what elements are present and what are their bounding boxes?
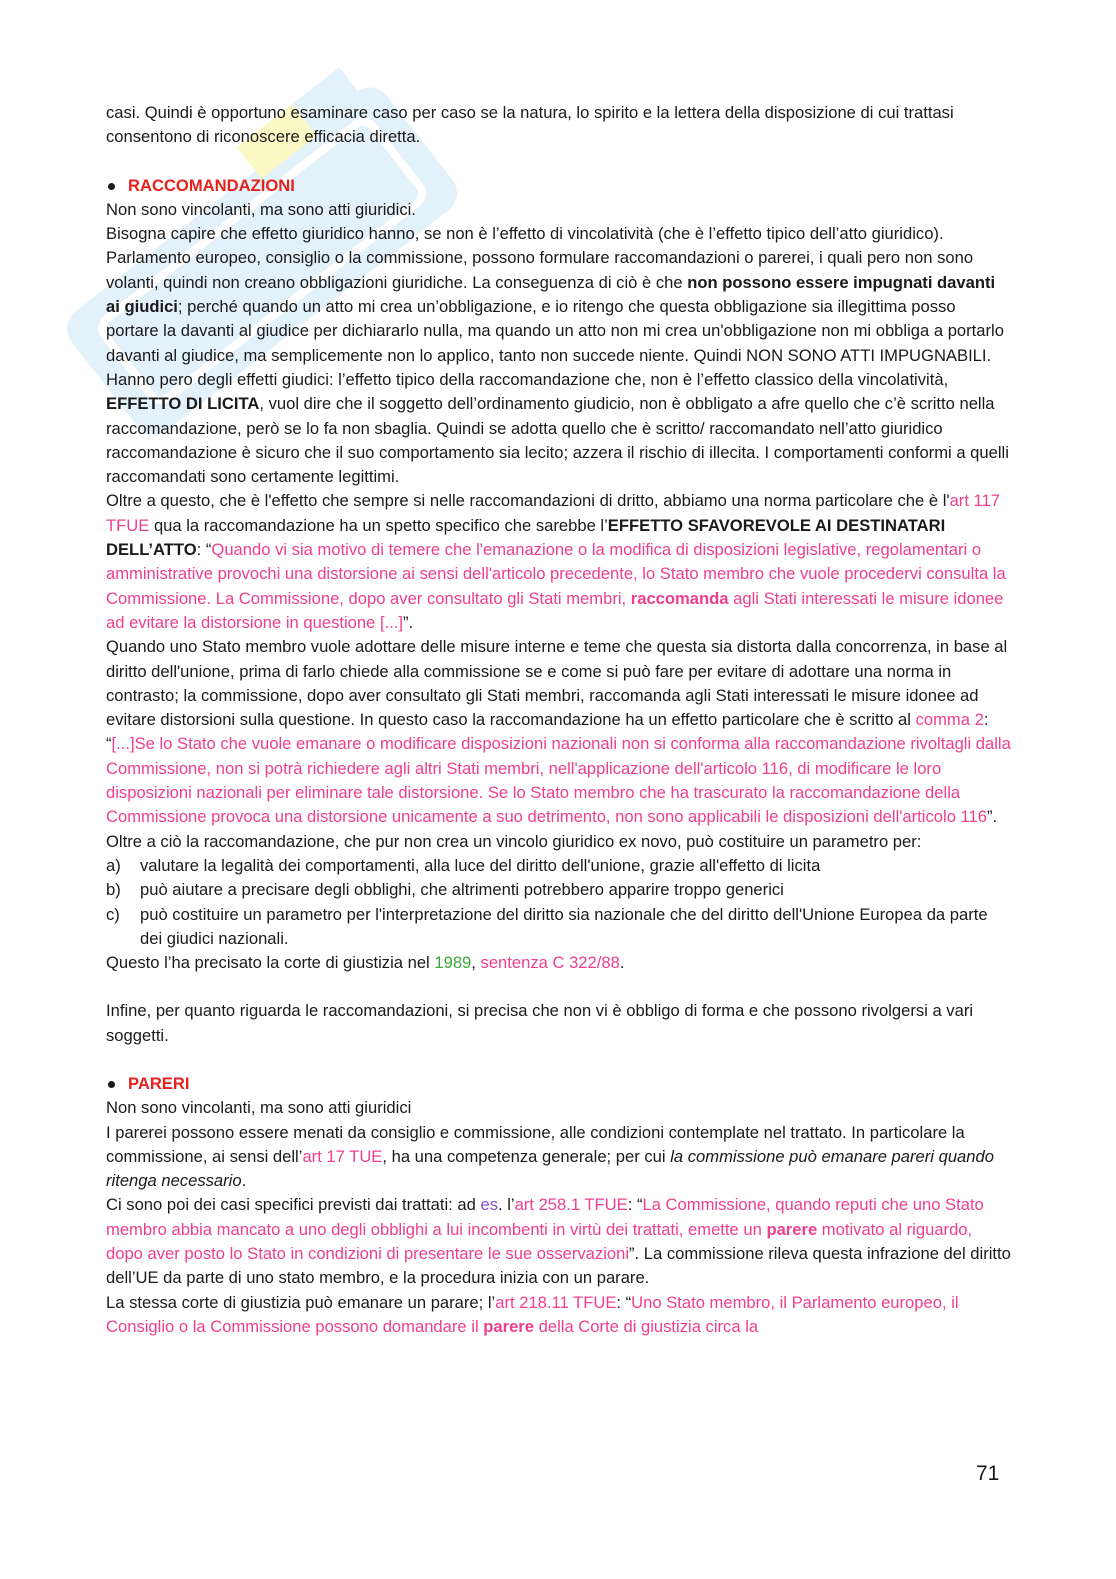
document-body xyxy=(106,101,1011,1339)
ref-comma-2: comma 2 xyxy=(915,710,984,730)
ref-art-17-tue: art 17 TUE xyxy=(302,1146,383,1166)
heading-pareri: PARERI xyxy=(106,1072,1011,1096)
par-paragraph-2: I parerei possono essere menati da consiglio e commissione, alle condizioni contemplate nel trattato. In particolare la commissione, ai sensi dell’art 17 TUE, ha una competenza generale; per cui la commissione può emanare pareri quando ritenga necessario. xyxy=(106,1122,994,1191)
ref-art-218-tfue: art 218.11 TFUE xyxy=(495,1292,617,1312)
rac-paragraph-6: Quando uno Stato membro vuole adottare delle misure interne e teme che questa sia distorta dalla concorrenza, in base al diritto dell'unione, prima di farlo chiede alla commissione se e come si può fare per evitare di adottare una norma in contrasto; la commissione, dopo aver consultato gli Stati membri, raccomanda agli Stati interessati le misure idonee ad evitare distorsioni sulla questione. In questo caso la raccomandazione ha un effetto particolare che è scritto al comma 2: “[...]Se lo Stato che vuole emanare o modificare disposizioni nazionali non si conforma alla raccomandazione rivoltagli dalla Commissione, non si potrà richiedere agli altri Stati membri, nell'applicazione dell'articolo 116, di modificare le loro disposizioni nazionali per eliminare tale distorsione. Se lo Stato membro che ha trascurato la raccomandazione della Commissione provoca una distorsione unicamente a suo detrimento, non sono applicabili le disposizioni dell'articolo 116”. Oltre a ciò la raccomandazione, che pur non crea un vincolo giuridico ex novo, può costituire un parametro per: xyxy=(106,637,1011,851)
page-number: 71 xyxy=(976,1462,1000,1485)
ref-art-117-tfue: art 117 TFUE xyxy=(106,491,1000,535)
par-paragraph-1: Non sono vincolanti, ma sono atti giuridici xyxy=(106,1098,412,1118)
rac-paragraph-1: Non sono vincolanti, ma sono atti giuridici. xyxy=(106,199,416,219)
list-item: a) valutare la legalità dei comportamenti, alla luce del diritto dell'unione, grazie all'effetto di licita xyxy=(106,855,821,875)
rac-paragraph-7: Questo l’ha precisato la corte di giustizia nel 1989, sentenza C 322/88. xyxy=(106,953,625,973)
paragraph-intro: casi. Quindi è opportuno esaminare caso per caso se la natura, lo spirito e la lettera della disposizione di cui trattasi consentono di riconoscere efficacia diretta. xyxy=(106,103,954,147)
rac-paragraph-2: Bisogna capire che effetto giuridico hanno, se non è l’effetto di vincolatività (che è l’effetto tipico dell’atto giuridico). xyxy=(106,224,944,244)
ref-sentenza: sentenza C 322/88 xyxy=(480,953,620,973)
ref-art-258-tfue: art 258.1 TFUE xyxy=(514,1195,628,1215)
list-item: b) può aiutare a precisare degli obblighi, che altrimenti potrebbero apparire troppo generici xyxy=(106,880,784,900)
rac-paragraph-8: Infine, per quanto riguarda le raccomandazioni, si precisa che non vi è obbligo di forma e che possono rivolgersi a vari soggetti. xyxy=(106,1001,974,1045)
rac-paragraph-4: Hanno pero degli effetti giudici: l’effetto tipico della raccomandazione che, non è l’effetto classico della vincolatività, EFFETTO DI LICITA, vuol dire che il soggetto dell’ordinamento giudicio, non è obbligato a afre quello che c’è scritto nella raccomandazione, però se lo fa non sbaglia. Quindi se adotta quello che è scritto/ raccomandato nell’atto giuridico raccomandazione è sicuro che il suo comportamento sia lecito; azzera il rischio di illecita. I comportamenti conformi a quelli raccomandati sono certamente legittimi. xyxy=(106,369,1009,487)
par-paragraph-4: La stessa corte di giustizia può emanare un parare; l’art 218.11 TFUE: “Uno Stato membro, il Parlamento europeo, il Consiglio o la Commissione possono domandare il parere della Corte di giustizia circa la xyxy=(106,1292,959,1336)
rac-paragraph-5: Oltre a questo, che è l'effetto che sempre si nelle raccomandazioni di dritto, abbiamo una norma particolare che è l'art 117 TFUE qua la raccomandazione ha un spetto specifico che sarebbe l’EFFETTO SFAVOREVOLE AI DESTINATARI DELL’ATTO: “Quando vi sia motivo di temere che l'emanazione o la modifica di disposizioni legislative, regolamentari o amministrative provochi una distorsione ai sensi dell'articolo precedente, lo Stato membro che vuole procedervi consulta la Commissione. La Commissione, dopo aver consultato gli Stati membri, raccomanda agli Stati interessati le misure idonee ad evitare la distorsione in questione [...]”. xyxy=(106,491,1006,632)
heading-raccomandazioni: RACCOMANDAZIONI xyxy=(106,174,1011,198)
list-item: c) può costituire un parametro per l'interpretazione del diritto sia nazionale che del diritto dell'Unione Europea da parte dei giudici nazionali. xyxy=(106,904,988,948)
par-paragraph-3: Ci sono poi dei casi specifici previsti dai trattati: ad es. l’art 258.1 TFUE: “La Commissione, quando reputi che uno Stato membro abbia mancato a uno degli obblighi a lui incombenti in virtù dei trattati, emette un parere motivato al riguardo, dopo aver posto lo Stato in condizioni di presentare le sue osservazioni”. La commissione rileva questa infrazione del diritto dell’UE da parte di uno stato membro, e la procedura inizia con un parare. xyxy=(106,1195,1011,1288)
rac-paragraph-3: Parlamento europeo, consiglio o la commissione, possono formulare raccomandazioni o parerei, i quali pero non sono volanti, quindi non creano obbligazioni giuridiche. La conseguenza di ciò è che non possono essere impugnati davanti ai giudici; perché quando un atto mi crea un’obbligazione, e io ritengo che questa obbligazione sia illegittima posso portare la davanti al giudice per dichiararlo nulla, ma quando un atto non mi crea un'obbligazione non mi obbliga a portarlo davanti al giudice, ma semplicemente non lo applico, tanto non succede niente. Quindi NON SONO ATTI IMPUGNABILI. xyxy=(106,248,1004,365)
year-1989: 1989 xyxy=(434,953,472,973)
